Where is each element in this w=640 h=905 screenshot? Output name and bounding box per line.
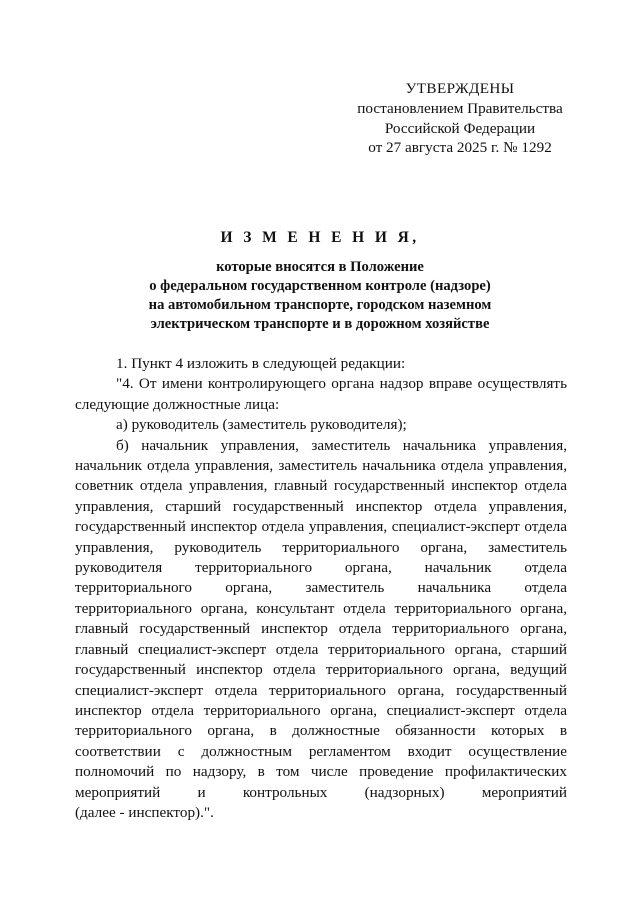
- paragraph-closing: (далее - инспектор).".: [75, 803, 214, 821]
- document-body: [75, 354, 567, 823]
- approval-line-date-number: от 27 августа 2025 г. № 1292: [368, 138, 552, 156]
- heading-subtitle-line: которые вносятся в Положение: [216, 259, 424, 275]
- paragraph-subitem-b: б) начальник управления, заместитель начальника управления, начальник отдела управления, заместитель начальника отдела управления, советник отдела управления, главный государственный инспектор отдела управления, старший государственный инспектор отдела управления, государственный инспектор отдела управления, специалист-эксперт отдела управления, руководитель территориального органа, заместитель руководителя территориального органа, начальник отдела территориального органа, заместитель начальника отдела территориального органа, консультант отдела территориального органа, главный государственный инспектор отдела территориального органа, главный специалист-эксперт отдела территориального органа, старший государственный инспектор отдела территориального органа, ведущий специалист-эксперт отдела территориального органа, государственный инспектор отдела территориального органа, специалист-эксперт отдела территориального органа, в должностные обязанности которых в соответствии с должностным регламентом входит осуществление полномочий по надзору, в том числе проведение профилактических мероприятий и контрольных (надзорных) мероприятий: [75, 436, 567, 801]
- approval-line-resolution: постановлением Правительства: [357, 100, 563, 118]
- heading-title: И З М Е Н Е Н И Я,: [220, 229, 420, 246]
- approval-title: УТВЕРЖДЕНЫ: [405, 80, 515, 97]
- paragraph-item-1: 1. Пункт 4 изложить в следующей редакции:: [116, 355, 406, 372]
- approval-line-government: Российской Федерации: [384, 119, 536, 137]
- heading-subtitle-line: о федеральном государственном контроле (надзоре): [149, 278, 491, 294]
- heading-subtitle: [60, 258, 580, 334]
- heading-subtitle-line: на автомобильном транспорте, городском наземном: [148, 297, 492, 313]
- document-heading: [60, 229, 580, 334]
- heading-subtitle-line: электрическом транспорте и в дорожном хозяйстве: [150, 316, 490, 332]
- paragraph-subitem-a: а) руководитель (заместитель руководителя);: [116, 416, 407, 434]
- approval-stamp: [330, 79, 590, 157]
- paragraph-item-4-intro: "4. От имени контролирующего органа надзор вправе осуществлять следующие должностные лица:: [75, 375, 567, 413]
